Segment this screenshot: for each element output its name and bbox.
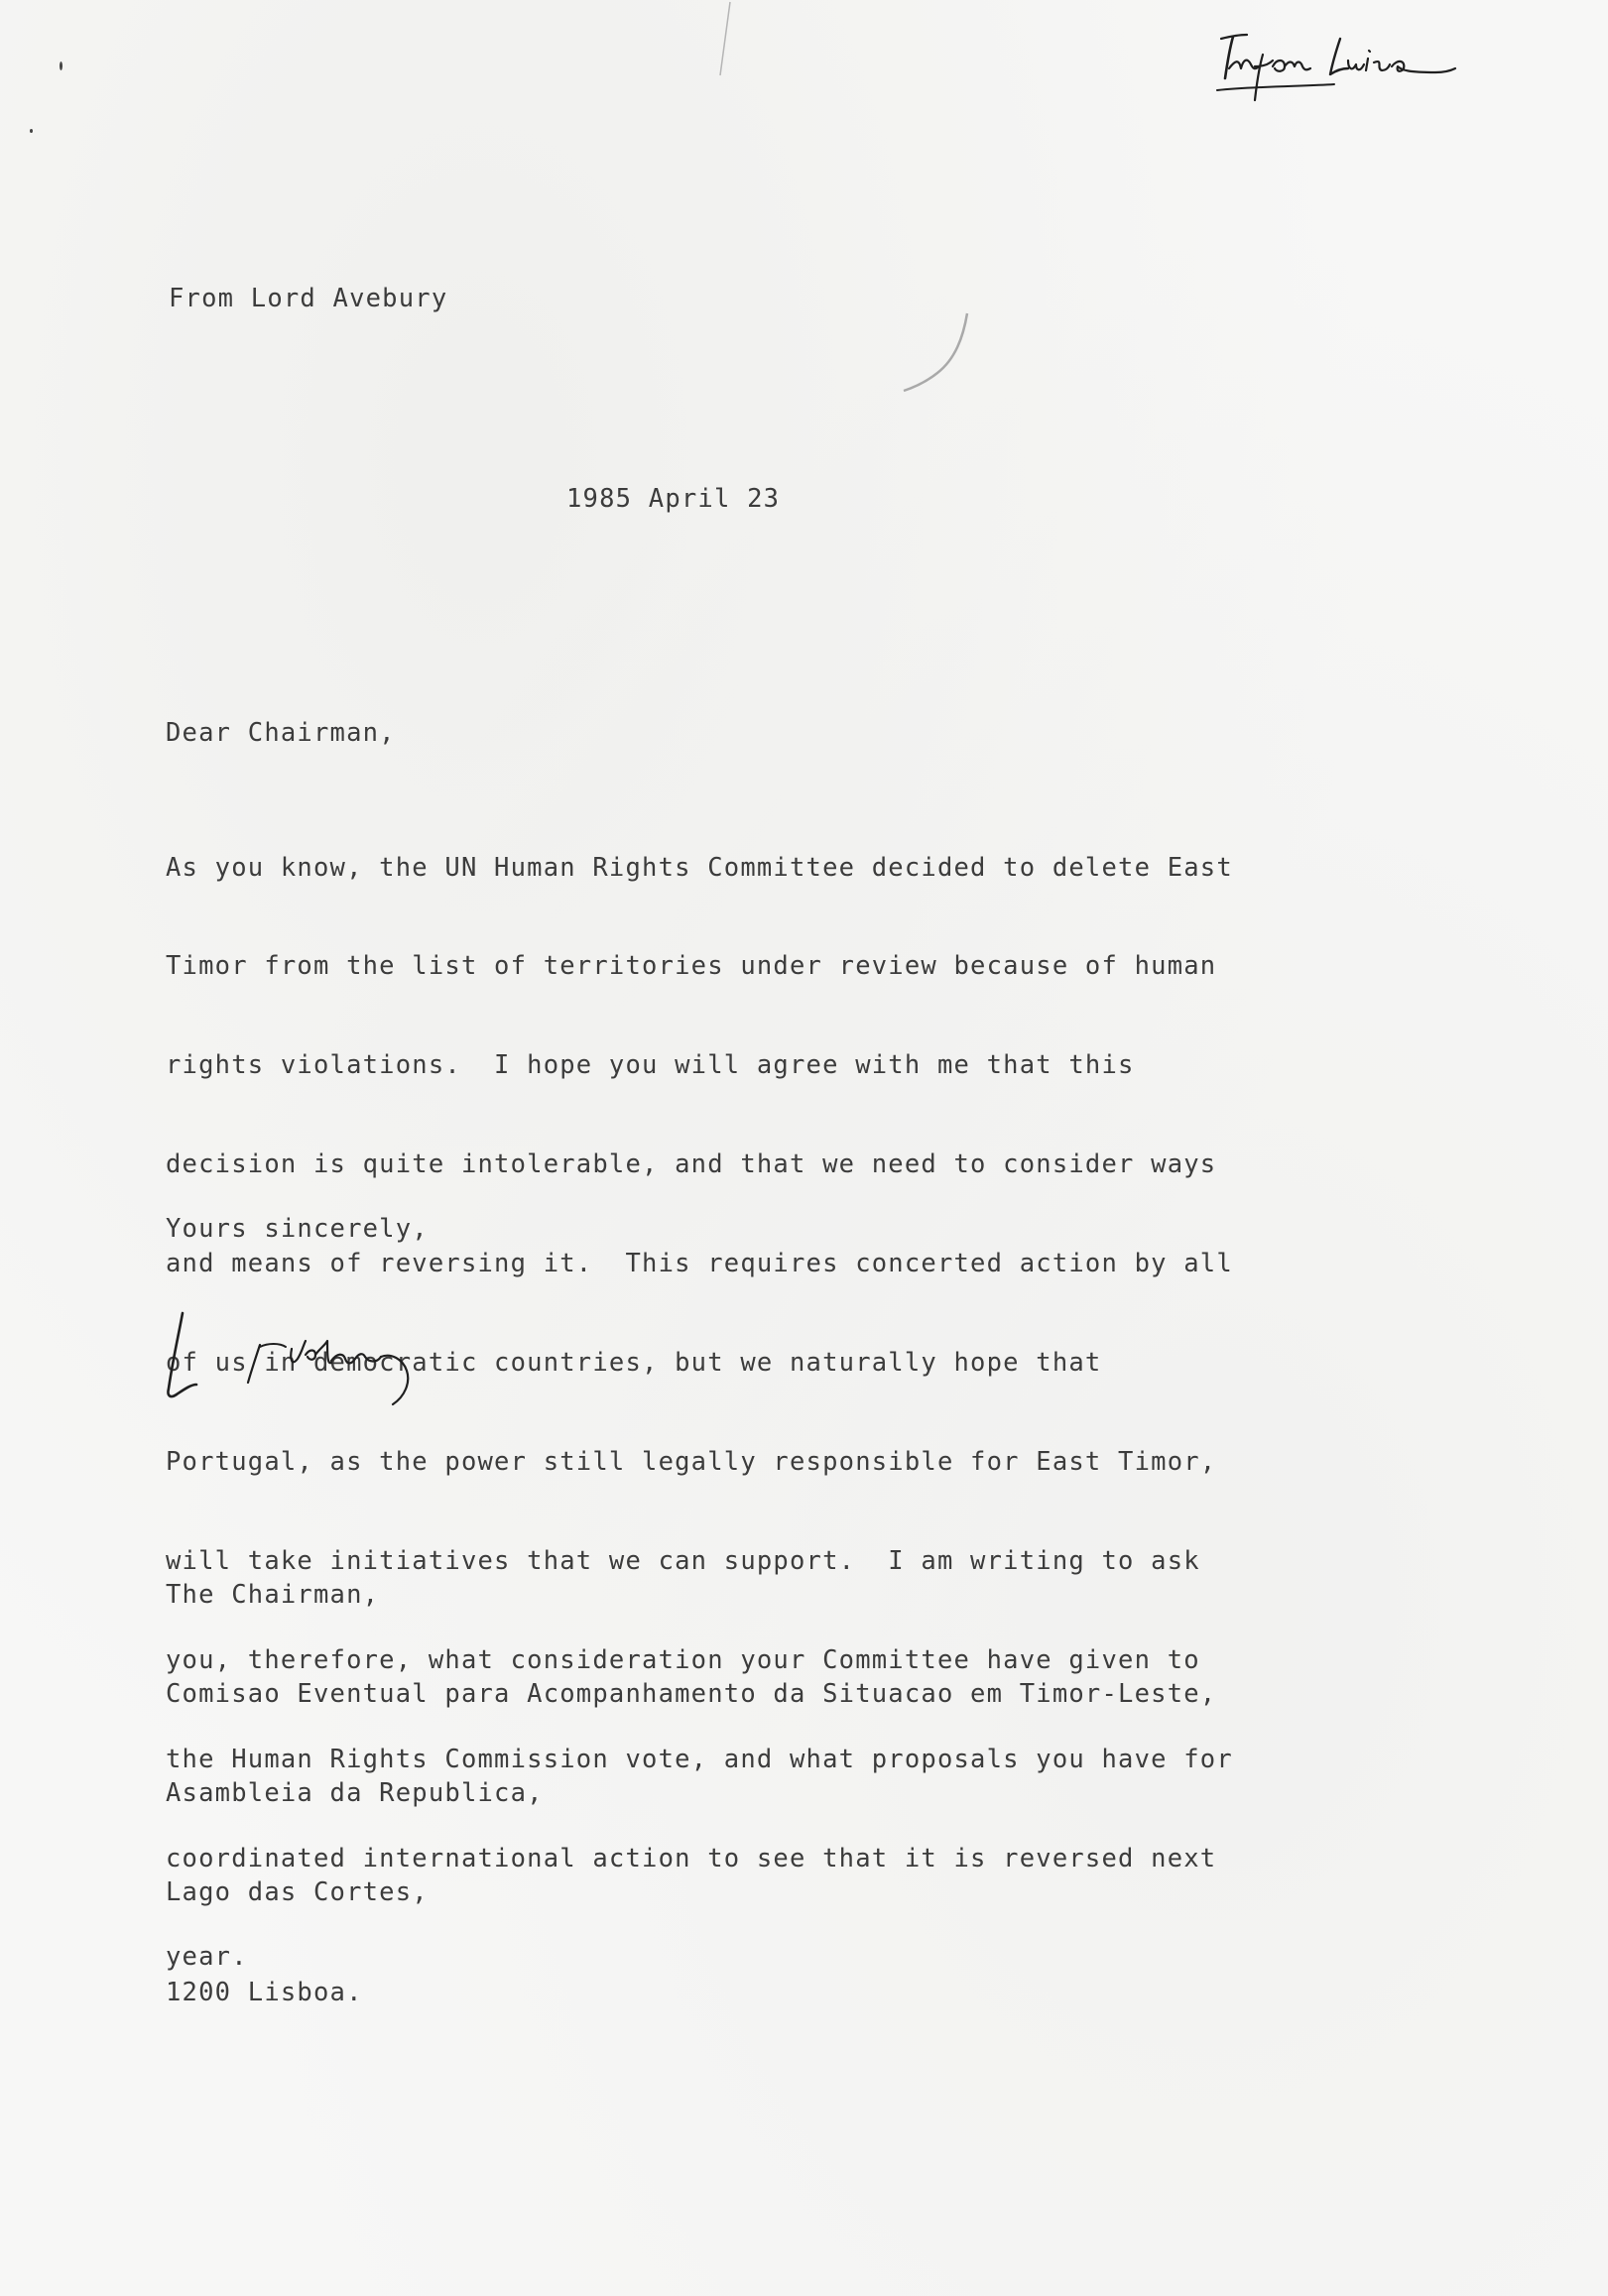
- sender-line: From Lord Avebury: [169, 284, 448, 313]
- body-line: rights violations. I hope you will agree with me that this: [166, 1050, 1135, 1081]
- letter-date: 1985 April 23: [566, 484, 781, 514]
- body-line: Portugal, as the power still legally responsible for East Timor,: [166, 1446, 1217, 1477]
- closing: Yours sincerely,: [166, 1214, 429, 1244]
- body-line: of us in democratic countries, but we naturally hope that: [166, 1348, 1102, 1379]
- salutation: Dear Chairman,: [166, 718, 396, 748]
- handwritten-annotation: [1215, 25, 1463, 104]
- body-line: decision is quite intolerable, and that we need to consider ways: [166, 1149, 1217, 1180]
- address-line: 1200 Lisboa.: [166, 1977, 363, 2007]
- body-line: year.: [166, 1942, 248, 1973]
- address-line: Asambleia da Republica,: [166, 1778, 544, 1809]
- address-line: Lago das Cortes,: [166, 1877, 429, 1908]
- body-line: the Human Rights Commission vote, and what proposals you have for: [166, 1744, 1233, 1774]
- scan-smudge: [898, 307, 977, 397]
- body-line: As you know, the UN Human Rights Committee decided to delete East: [166, 852, 1233, 883]
- recipient-address: [166, 1512, 1216, 2076]
- scan-scratch: [716, 0, 736, 79]
- address-line: Comisao Eventual para Acompanhamento da Situacao em Timor-Leste,: [166, 1679, 1217, 1710]
- body-line: will take initiatives that we can support. I am writing to ask: [166, 1545, 1200, 1576]
- body-line: and means of reversing it. This requires concerted action by all: [166, 1249, 1233, 1279]
- signature: [157, 1305, 444, 1414]
- body-line: Timor from the list of territories under review because of human: [166, 951, 1217, 982]
- address-line: The Chairman,: [166, 1579, 380, 1610]
- body-line: you, therefore, what consideration your Committee have given to: [166, 1644, 1200, 1675]
- body-line: coordinated international action to see that it is reversed next: [166, 1843, 1217, 1873]
- scan-speck: [30, 129, 33, 133]
- scan-speck: [60, 61, 62, 70]
